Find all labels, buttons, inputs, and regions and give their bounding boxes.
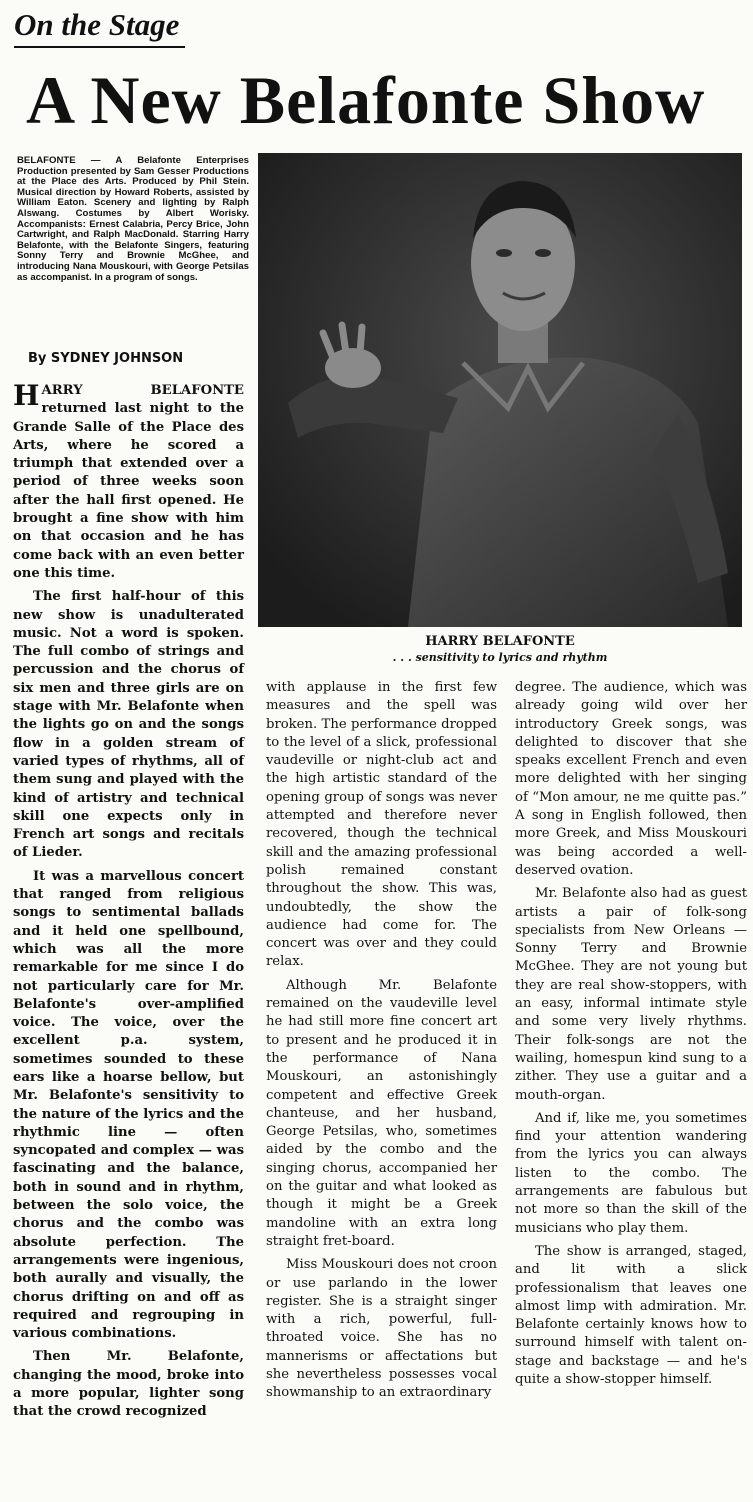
article-paragraph: And if, like me, you sometimes find your attention wandering from the lyrics you can always listen to the combo. The arrangements are fabulous but not more so than the skill of the musicians who play them. [515,1110,747,1236]
production-credits: BELAFONTE — A Belafonte Enterprises Production presented by Sam Gesser Productions at the Place des Arts. Produced by Phil Stein. Musical direction by Howard Roberts, assisted by William Eaton. Scenery and lighting by Ralph Alswang. Costumes by Albert Worisky. Accompanists: Ernest Calabria, Percy Brice, John Cartwright, and Ralph MacDonald. Starring Harry Belafonte, with the Belafonte Singers, featuring Sonny Terry and Brownie McGhee, and introducing Nana Mouskouri, with George Petsilas as accompanist. In a program of songs. [17,155,249,283]
article-column-3 [515,679,747,1394]
photo-caption-name: HARRY BELAFONTE [425,634,575,649]
headline: A New Belafonte Show [26,62,706,138]
byline: By SYDNEY JOHNSON [28,351,184,366]
article-paragraph: Miss Mouskouri does not croon or use parlando in the lower register. She is a straight singer with a rich, powerful, full-throated voice. She has no mannerisms or affectations but she nevertheless possesses vocal showmanship to an extraordinary [266,1257,497,1401]
article-paragraph: degree. The audience, which was already going wild over her introductory Greek songs, was delighted to discover that she speaks excellent French and even more delighted with her singing of “Mon amour, ne me quitte pas.” A song in English followed, then more Greek, and Miss Mouskouri was being accorded a well-deserved ovation. [515,680,747,878]
article-column-1 [13,379,244,1427]
article-paragraph: with applause in the first few measures and the spell was broken. The performance dropped to the level of a slick, professional vaudeville or night-club act and the high artistic standard of the opening group of songs was never attempted and therefore never recovered, though the technical skill and the amazing professional polish remained constant throughout the show. This was, undoubtedly, the show the audience had come for. The concert was over and they could relax. [266,680,497,970]
article-column-2 [266,679,497,1408]
article-paragraph: Although Mr. Belafonte remained on the vaudeville level he had still more fine concert art to present and he produced it in the performance of Nana Mouskouri, an astonishingly competent and effective Greek chanteuse, and her husband, George Petsilas, who, sometimes aided by the combo and the singing chorus, accompanied her on the guitar and what looked as though it might be a Greek mandoline with an extra long straight fret-board. [266,977,497,1249]
section-kicker: On the Stage [14,4,185,48]
article-paragraph [13,379,244,583]
article-paragraph: Then Mr. Belafonte, changing the mood, broke into a more popular, lighter song that the crowd recognized [13,1349,244,1420]
performer-photo-illustration [258,153,742,627]
photo-caption-subtitle: . . . sensitivity to lyrics and rhythm [392,651,608,664]
article-paragraph: The first half-hour of this new show is unadulterated music. Not a word is spoken. The full combo of strings and percussion and the chorus of six men and three girls are on stage with Mr. Belafonte when the lights go on and the songs flow in a golden stream of varied types of rhythms, all of them sung and played with the kind of artistry and technical skill one expects only in French art songs and recitals of Lieder. [13,589,244,861]
drop-cap: H [13,379,40,412]
article-paragraph: Mr. Belafonte also had as guest artists a pair of folk-song specialists from New Orleans — Sonny Terry and Brownie McGhee. They are not young but they are real show-stoppers, with an easy, informal intimate style and some very lively rhythms. Their folk-songs are not the wailing, homespun kind sung to a zither. They use a guitar and a mouth-organ. [515,886,747,1103]
performer-photo [258,153,742,627]
paragraph-text: ARRY BELAFONTE returned last night to the Grande Salle of the Place des Arts, where he scored a triumph that extended over a period of three weeks soon after the hall first opened. He brought a fine show with him on that occasion and he has come back with an even better one this time. [13,383,244,581]
article-paragraph: The show is arranged, staged, and lit with a slick professionalism that leaves one almost limp with admiration. Mr. Belafonte certainly knows how to surround himself with talent on-stage and backstage — and he's quite a show-stopper himself. [515,1243,747,1387]
article-paragraph: It was a marvellous concert that ranged from religious songs to sentimental ballads and it held one spellbound, which was all the more remarkable for me since I do not particularly care for Mr. Belafonte's over-amplified voice. The voice, over the excellent p.a. system, sometimes sounded to these ears like a hoarse bellow, but Mr. Belafonte's sensitivity to the nature of the lyrics and the rhythmic line — often syncopated and complex — was fascinating and the balance, both in sound and in rhythm, between the solo voice, the chorus and the combo was absolute perfection. The arrangements were ingenious, both aurally and visually, the chorus drifting on and off as required and regrouping in various combinations. [13,868,244,1342]
